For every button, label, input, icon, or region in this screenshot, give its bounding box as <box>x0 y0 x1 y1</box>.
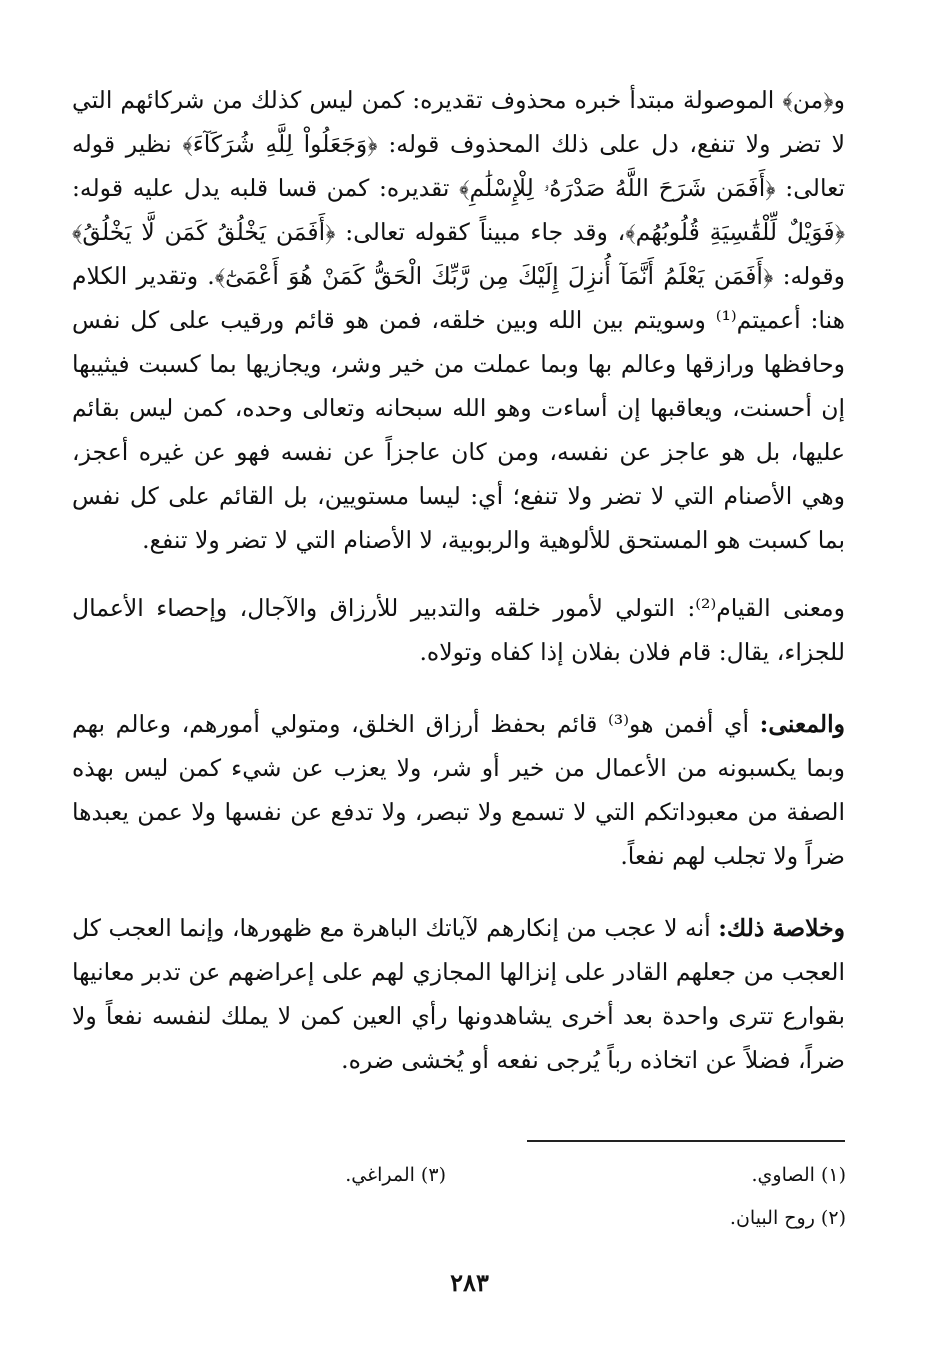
line: أي أفمن هو⁽³⁾ قائم بحفظ أرزاق الخلق، ومتولي أمورهم، <box>181 710 760 738</box>
paragraph-2 <box>72 586 845 674</box>
line: بما كسبت هو المستحق للألوهية والربوبية، لا الأصنام التي لا تضر ولا تنفع. <box>142 526 845 554</box>
footnote-1: (١) الصاوي. <box>751 1164 846 1186</box>
line: وهي الأصنام التي لا تضر ولا تنفع؛ أي: ليسا مستويين، بل القائم على كل نفس <box>72 482 845 510</box>
footnote-3: (٣) المراغي. <box>345 1164 446 1186</box>
page-body <box>72 78 845 1082</box>
footnote-2: (٢) روح البيان. <box>729 1207 846 1229</box>
line: الأعمال للجزاء، يقال: قام فلان بفلان إذا كفاه وتولاه. <box>72 594 845 666</box>
line: قوله: ﴿فَوَيْلٌ لِّلْقَٰسِيَةِ قُلُوبُهُم﴾، وقد جاء مبيناً كقوله تعالى: ﴿أَفَمَن يَخْلُقُ كَمَن لَّا <box>72 174 845 246</box>
line: يَخْلُقُ﴾ وقوله: ﴿أَفَمَن يَعْلَمُ أَنَّمَآ أُنزِلَ إِلَيْكَ مِن رَّبِّكَ الْحَقُّ كَمَنْ هُوَ أَعْمَىٰٓ﴾. وتقدير الكلام <box>72 218 845 290</box>
paragraph-4 <box>72 906 845 1082</box>
line: التي لا تضر ولا تنفع، دل على ذلك المحذوف قوله: ﴿وَجَعَلُواْ لِلَّهِ شُرَكَآءَ﴾ نظير <box>72 86 845 158</box>
line: ومعنى القيام⁽²⁾: التولي لأمور خلقه والتدبير للأرزاق والآجال، وإحصاء <box>156 594 845 622</box>
line: ليس بهذه الصفة من معبوداتكم التي لا تسمع ولا تبصر، ولا تدفع عن نفسها ولا <box>72 754 845 826</box>
line: عمن يعبدها ضراً ولا تجلب لهم نفعاً. <box>72 798 845 870</box>
line: إن أحسنت، ويعاقبها إن أساءت وهو الله سبحانه وتعالى وحده، كمن ليس بقائم <box>72 394 845 422</box>
line: و﴿من﴾ الموصولة مبتدأ خبره محذوف تقديره: كمن ليس كذلك من شركائهم <box>120 86 845 114</box>
line: وحافظها ورازقها وعالم بها وبما عملت من خير وشر، ويجازيها بما كسبت فيثيبها <box>72 350 845 378</box>
line: وإنما العجب كل العجب من جعلهم القادر على إنزالها المجازي لهم على <box>72 914 845 986</box>
paragraph-lead: وخلاصة ذلك: <box>718 914 845 942</box>
line: أنه لا عجب من إنكارهم لآياتك الباهرة مع ظهورها، <box>231 914 719 942</box>
line: إعراضهم عن تدبر معانيها بقوارع تترى واحدة بعد أخرى يشاهدونها رأي العين <box>72 958 845 1030</box>
line: وعالم بهم وبما يكسبونه من الأعمال من خير أو شر، ولا يعزب عن شيء كمن <box>72 710 845 782</box>
line: ضره. <box>341 1046 394 1074</box>
line: كمن لا يملك لنفسه نفعاً ولا ضراً، فضلاً عن اتخاذه رباً يُرجى نفعه أو يُخشى <box>72 1002 845 1074</box>
paragraph-lead: والمعنى: <box>759 710 845 738</box>
line: عليها، بل هو عاجز عن نفسه، ومن كان عاجزاً عن نفسه فهو عن غيره أعجز، <box>72 438 845 466</box>
line: قوله تعالى: ﴿أَفَمَن شَرَحَ اللَّهُ صَدْرَهُۥ لِلْإِسْلَٰمِ﴾ تقديره: كمن قسا قلبه يدل عليه <box>72 130 845 202</box>
paragraph-3 <box>72 702 845 878</box>
footnote-separator <box>527 1140 845 1142</box>
page-number: ٢٨٣ <box>450 1268 489 1297</box>
line: هنا: أعميتم⁽¹⁾ وسويتم بين الله وبين خلقه، فمن هو قائم ورقيب على كل نفس <box>72 306 846 334</box>
paragraph-1 <box>72 78 845 562</box>
